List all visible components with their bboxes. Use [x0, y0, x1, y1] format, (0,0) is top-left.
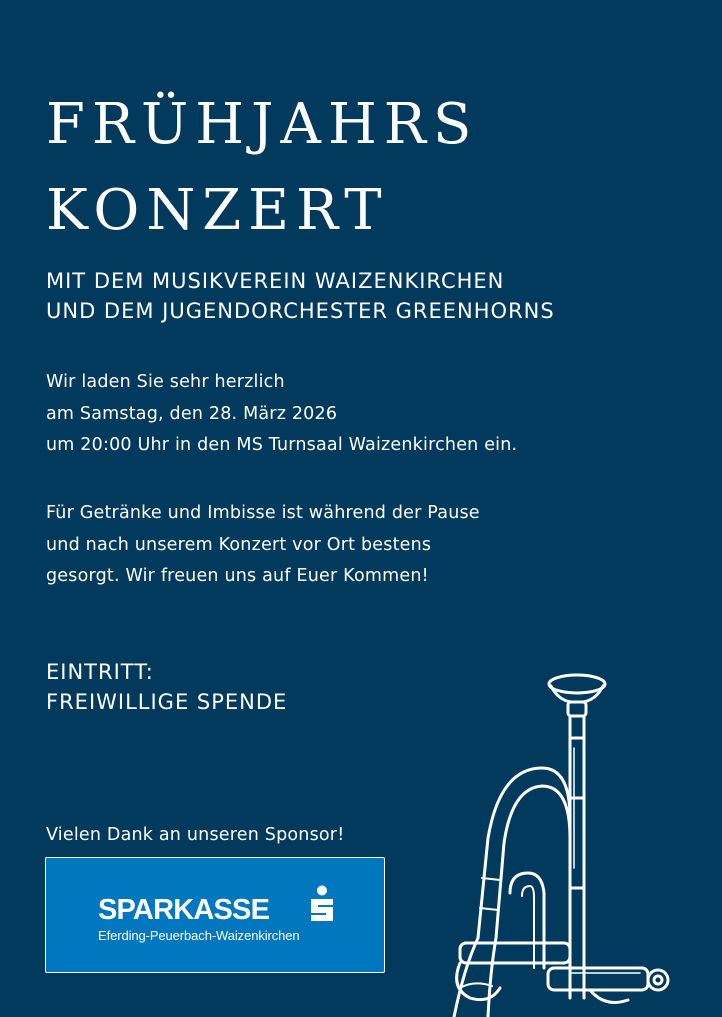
sponsor-name: SPARKASSE: [98, 894, 270, 926]
title-line-1: FRÜHJAHRS: [46, 92, 479, 157]
catering-line: Für Getränke und Imbisse ist während der Pause: [46, 503, 480, 523]
entry-label: EINTRITT:: [46, 660, 154, 684]
subtitle: [46, 266, 555, 326]
catering-line: gesorgt. Wir freuen uns auf Euer Kommen!: [46, 566, 429, 586]
sponsor-region: Eferding-Peuerbach-Waizenkirchen: [98, 928, 300, 943]
sponsor-thanks: Vielen Dank an unseren Sponsor!: [46, 825, 345, 845]
subtitle-line-1: MIT DEM MUSIKVEREIN WAIZENKIRCHEN: [46, 269, 505, 293]
invitation-line: am Samstag, den 28. März 2026: [46, 403, 338, 424]
trumpet-icon: [430, 668, 710, 1017]
entry-value: FREIWILLIGE SPENDE: [46, 690, 288, 714]
sparkasse-s-icon: [308, 885, 336, 925]
invitation-text: [46, 367, 517, 462]
sponsor-logo-box: [45, 857, 385, 973]
subtitle-line-2: UND DEM JUGENDORCHESTER GREENHORNS: [46, 299, 555, 323]
page-title: [46, 82, 478, 254]
title-line-2: KONZERT: [46, 178, 389, 243]
invitation-line: um 20:00 Uhr in den MS Turnsaal Waizenkirchen ein.: [46, 435, 518, 455]
invitation-line: Wir laden Sie sehr herzlich: [46, 372, 285, 392]
entry-info: [46, 657, 287, 717]
catering-line: und nach unserem Konzert vor Ort bestens: [46, 534, 432, 555]
catering-text: [46, 498, 480, 593]
